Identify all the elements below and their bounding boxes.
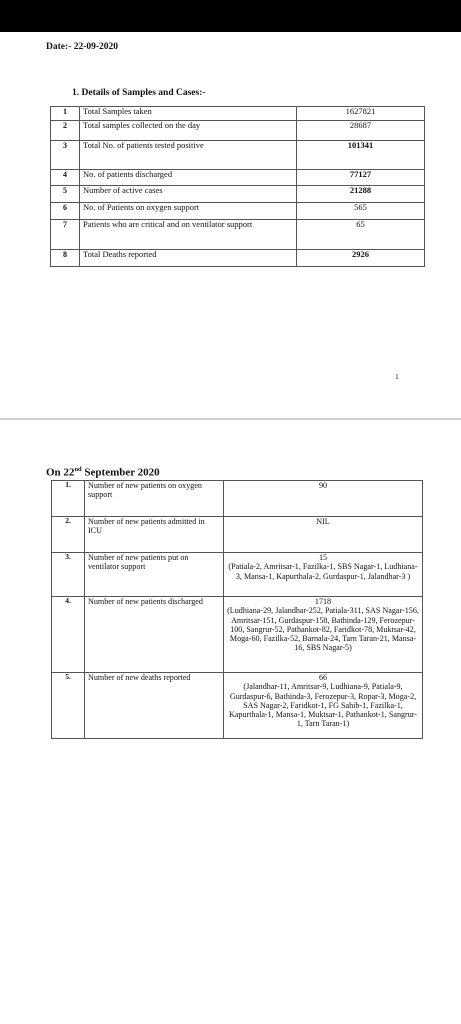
title-ordinal: nd — [74, 466, 82, 473]
row-number: 2. — [52, 517, 85, 553]
row-value: 101341 — [297, 141, 425, 170]
row-value: 65 — [297, 220, 425, 250]
row-value: 1718 — [314, 597, 332, 606]
row-number: 4 — [51, 170, 80, 186]
row-value: 2926 — [297, 250, 425, 267]
row-number: 4. — [52, 597, 85, 673]
table-row — [52, 517, 423, 553]
row-value: 66 — [318, 673, 328, 682]
row-number: 8 — [51, 250, 80, 267]
row-value: 28687 — [297, 121, 425, 141]
table-row — [52, 481, 423, 517]
page-divider — [0, 418, 461, 420]
row-value-cell — [224, 553, 423, 597]
row-value: 15 — [318, 553, 328, 562]
row-value-cell — [224, 481, 423, 517]
row-number: 3. — [52, 553, 85, 597]
row-value: 21288 — [297, 186, 425, 203]
table-row — [51, 186, 425, 203]
table-row — [52, 553, 423, 597]
table-row — [51, 121, 425, 141]
table-row — [52, 673, 423, 739]
document-date: Date:- 22-09-2020 — [46, 42, 119, 52]
table-row — [51, 107, 425, 121]
row-label: Total No. of patients tested positive — [80, 141, 297, 170]
title-month-year: September 2020 — [81, 466, 160, 479]
row-value: 90 — [318, 481, 328, 490]
row-label: No. of patients discharged — [80, 170, 297, 186]
table-row — [52, 597, 423, 673]
section-title-daily — [46, 466, 160, 479]
row-label: Number of new patients put on ventilator support — [85, 553, 224, 597]
row-value: 77127 — [297, 170, 425, 186]
row-value-cell — [224, 673, 423, 739]
row-label: Number of active cases — [80, 186, 297, 203]
row-label: Number of new patients on oxygen support — [85, 481, 224, 517]
row-number: 3 — [51, 141, 80, 170]
table-row — [51, 250, 425, 267]
row-label: Total samples collected on the day — [80, 121, 297, 141]
row-number: 7 — [51, 220, 80, 250]
daily-details-table — [51, 480, 423, 739]
row-label: Number of new patients discharged — [85, 597, 224, 673]
table-row — [51, 220, 425, 250]
row-label: Number of new patients admitted in ICU — [85, 517, 224, 553]
row-value-cell — [224, 597, 423, 673]
row-label: Total Deaths reported — [80, 250, 297, 267]
table-row — [51, 141, 425, 170]
row-number: 5. — [52, 673, 85, 739]
row-number: 1. — [52, 481, 85, 517]
title-day: On 22 — [46, 466, 75, 479]
row-value: NIL — [316, 517, 330, 526]
row-value-cell — [224, 517, 423, 553]
row-value: 1627821 — [297, 107, 425, 121]
row-details: (Patiala-2, Amritsar-1, Fazilka-1, SBS Nagar-1, Ludhiana-3, Mansa-1, Kapurthala-2, Gurdaspur-1, Jalandhar-3 ) — [228, 562, 418, 581]
row-number: 1 — [51, 107, 80, 121]
section-title-samples-cases: 1. Details of Samples and Cases:- — [72, 88, 206, 98]
table-row — [51, 170, 425, 186]
samples-cases-table — [50, 106, 425, 267]
row-label: No. of Patients on oxygen support — [80, 203, 297, 220]
row-value: 565 — [297, 203, 425, 220]
row-number: 2 — [51, 121, 80, 141]
row-label: Total Samples taken — [80, 107, 297, 121]
top-status-bar — [0, 0, 461, 32]
row-label: Number of new deaths reported — [85, 673, 224, 739]
row-number: 6 — [51, 203, 80, 220]
row-details: (Ludhiana-29, Jalandhar-252, Patiala-311, SAS Nagar-156, Amritsar-151, Gurdaspur-158, Bathinda-129, Ferozepur-100, Sangrur-52, Pathankot-82, Faridkot-78, Muktsar-42, Moga-60, Fazilka-52, Barnala-24, Tarn Taran-21, Mansa-16, SBS Nagar-5) — [227, 606, 419, 653]
row-label: Patients who are critical and on ventilator support — [80, 220, 297, 250]
table-row — [51, 203, 425, 220]
row-details: (Jalandhar-11, Amritsar-9, Ludhiana-9, Patiala-9, Gurdaspur-6, Bathinda-3, Ferozepur-3, Ropar-3, Moga-2, SAS Nagar-2, Faridkot-1, FG Sahib-1, Fazilka-1, Kapurthala-1, Mansa-1, Muktsar-1, Pathankot-1, Sangrur-1, Tarn Taran-1) — [228, 682, 418, 729]
page-number: 1 — [395, 372, 399, 381]
row-number: 5 — [51, 186, 80, 203]
